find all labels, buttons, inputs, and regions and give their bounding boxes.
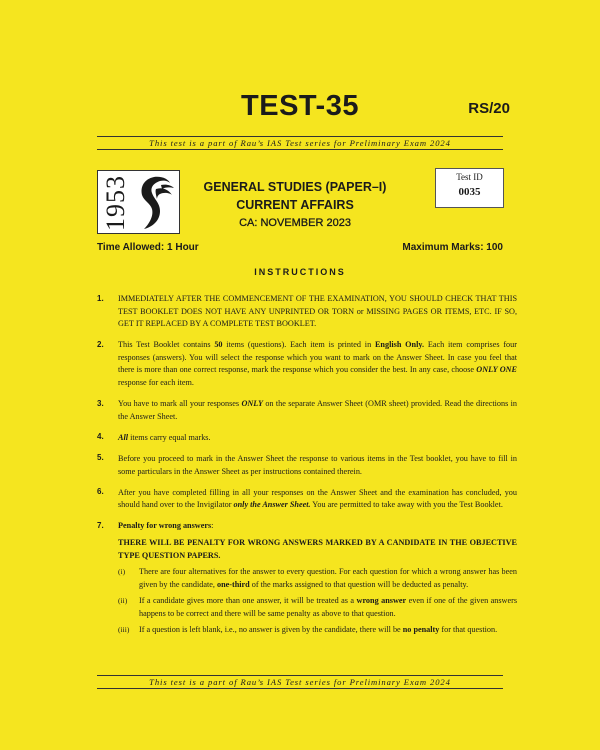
- test-id-value: 0035: [458, 186, 481, 198]
- instruction-text: [118, 520, 517, 637]
- instruction-item: [97, 432, 517, 445]
- penalty-subitem: [118, 595, 517, 620]
- instruction-number: 3.: [97, 398, 104, 408]
- penalty-notice: THERE WILL BE PENALTY FOR WRONG ANSWERS MARKED BY A CANDIDATE IN THE OBJECTIVE TYPE QUESTION PAPERS.: [118, 537, 517, 560]
- time-allowed: Time Allowed: 1 Hour: [97, 242, 199, 253]
- penalty-subitem: [118, 624, 517, 637]
- series-banner-bottom: This test is a part of Rau’s IAS Test series for Preliminary Exam 2024: [97, 675, 503, 689]
- instruction-text: This Test Booklet contains 50 items (questions). Each item is printed in English Only. Each item comprises four responses (answers). You will select the response which you want to mark on the Answer Sheet. In case you feel that there is more than one correct response, mark the response which you consider the best. In any case, choose ONLY ONE response for each item.: [118, 340, 517, 388]
- subitem-number: (i): [118, 567, 126, 577]
- paper-title: GENERAL STUDIES (PAPER–I): [203, 180, 387, 194]
- instruction-text: Before you proceed to mark in the Answer Sheet the response to various items in the Test booklet, you have to fill in some particulars in the Answer Sheet as per instructions contained therein.: [118, 453, 517, 476]
- instruction-number: 6.: [97, 487, 104, 497]
- instruction-item: [97, 293, 517, 331]
- instruction-text: You have to mark all your responses ONLY on the separate Answer Sheet (OMR sheet) provided. Read the directions in the Answer Sheet.: [118, 399, 517, 421]
- subitem-number: (iii): [118, 625, 130, 635]
- instruction-number: 5.: [97, 453, 104, 463]
- subitem-text: There are four alternatives for the answer to every question. For each question for which a wrong answer has been given by the candidate, one-third of the marks assigned to that question will be deducted as penalty.: [139, 567, 517, 589]
- institute-logo: [97, 170, 180, 234]
- instructions-heading: INSTRUCTIONS: [254, 267, 346, 277]
- instructions-list: [97, 293, 517, 646]
- instruction-number: 7.: [97, 520, 104, 530]
- instruction-number: 2.: [97, 339, 104, 349]
- test-id-label: Test ID: [456, 172, 483, 182]
- instruction-number: 4.: [97, 432, 104, 442]
- paper-period: CA: NOVEMBER 2023: [239, 217, 351, 229]
- instruction-text: After you have completed filling in all your responses on the Answer Sheet and the examination has concluded, you should hand over to the Invigilator only the Answer Sheet. You are permitted to take away with you the Test Booklet.: [118, 487, 517, 510]
- price-label: RS/20: [468, 100, 510, 117]
- instruction-text: IMMEDIATELY AFTER THE COMMENCEMENT OF THE EXAMINATION, YOU SHOULD CHECK THAT THIS TEST BOOKLET DOES NOT HAVE ANY UNPRINTED OR TORN or MISSING PAGES OR ITEMS, ETC. IF SO, GET IT REPLACED BY A COMPLETE TEST BOOKLET.: [118, 294, 517, 329]
- penalty-title: Penalty for wrong answers:: [118, 521, 214, 531]
- series-banner-top: This test is a part of Rau’s IAS Test series for Preliminary Exam 2024: [97, 136, 503, 150]
- instruction-item: [97, 339, 517, 389]
- instruction-item: [97, 487, 517, 512]
- maximum-marks: Maximum Marks: 100: [402, 242, 503, 253]
- instruction-number: 1.: [97, 293, 104, 303]
- penalty-subitem: [118, 566, 517, 591]
- subitem-text: If a question is left blank, i.e., no answer is given by the candidate, there will be no penalty for that question.: [139, 625, 498, 635]
- paper-subject: CURRENT AFFAIRS: [236, 198, 354, 212]
- test-title: TEST-35: [241, 90, 359, 122]
- subitem-number: (ii): [118, 596, 128, 606]
- instruction-item: [97, 398, 517, 423]
- instruction-text: All items carry equal marks.: [118, 432, 211, 442]
- instruction-item: [97, 520, 517, 637]
- instruction-item: [97, 453, 517, 478]
- subitem-text: If a candidate gives more than one answer, it will be treated as a wrong answer even if one of the given answers happens to be correct and there will be same penalty as above to that question.: [139, 596, 518, 618]
- test-id-box: [435, 168, 504, 208]
- logo-year: 1953: [101, 175, 130, 231]
- logo-emblem-icon: [134, 175, 178, 231]
